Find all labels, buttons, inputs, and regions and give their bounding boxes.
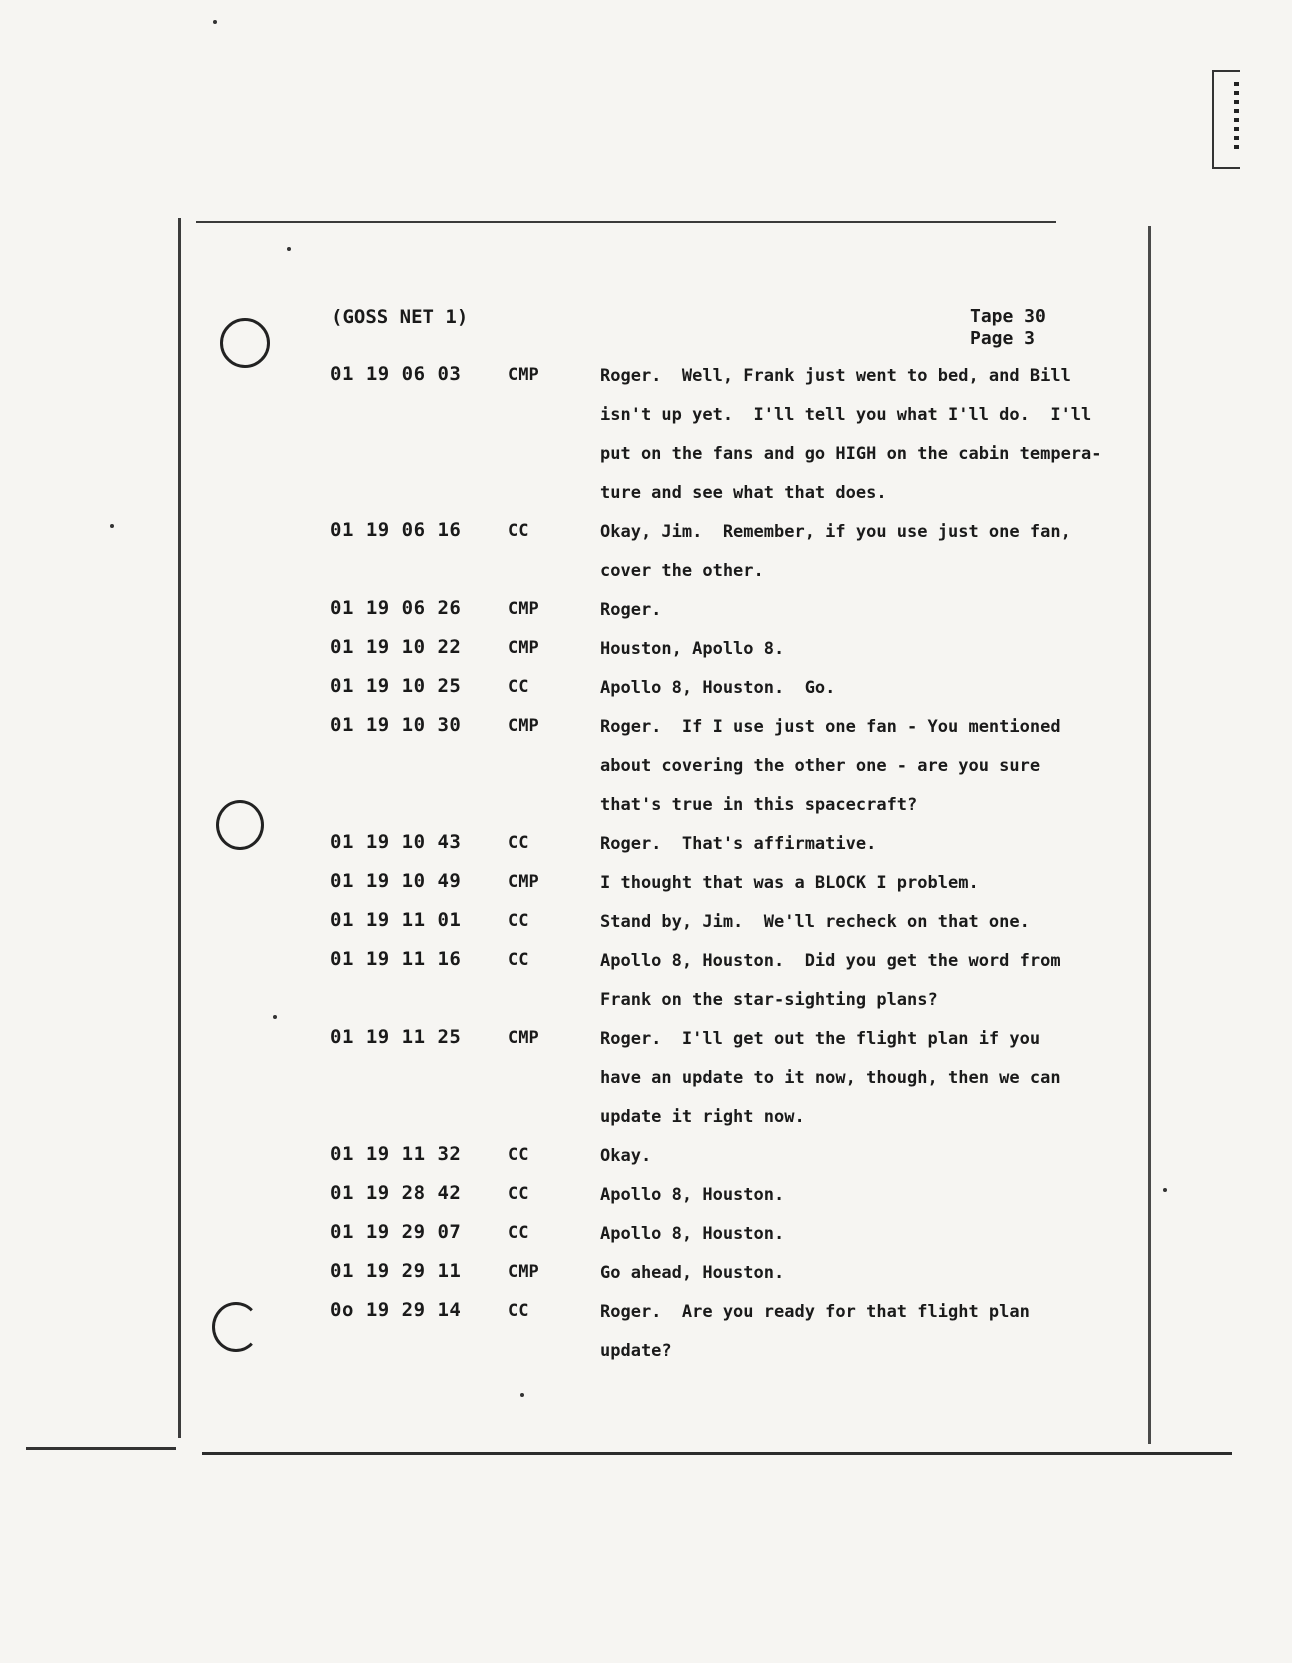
punch-hole-icon xyxy=(216,800,264,850)
binder-perforation-mark xyxy=(1234,82,1239,152)
scan-speck xyxy=(213,20,217,24)
entry-timestamp: 01 19 28 42 xyxy=(330,1182,462,1204)
frame-left-line xyxy=(178,218,181,1438)
entry-text xyxy=(600,1027,1061,1144)
entry-speaker: CMP xyxy=(508,599,539,619)
scan-speck xyxy=(520,1393,524,1397)
entry-text xyxy=(600,832,876,871)
entry-text-line: Houston, Apollo 8. xyxy=(600,639,785,659)
entry-timestamp: 01 19 06 03 xyxy=(330,363,462,385)
entry-speaker: CC xyxy=(508,1223,529,1243)
entry-text-line: put on the fans and go HIGH on the cabin tempera- xyxy=(600,444,1102,464)
entry-text xyxy=(600,598,661,637)
punch-hole-icon xyxy=(212,1302,260,1352)
entry-speaker: CMP xyxy=(508,365,539,385)
entry-text xyxy=(600,364,1102,520)
entry-timestamp: 01 19 06 16 xyxy=(330,519,462,541)
entry-speaker: CMP xyxy=(508,1028,539,1048)
entry-text xyxy=(600,1261,784,1300)
entry-text-line: isn't up yet. I'll tell you what I'll do. I'll xyxy=(600,405,1092,425)
entry-text-line: Apollo 8, Houston. Did you get the word from xyxy=(600,951,1061,971)
entry-timestamp: 01 19 10 49 xyxy=(330,870,462,892)
entry-text xyxy=(600,910,1030,949)
entry-text xyxy=(600,637,784,676)
entry-timestamp: 01 19 29 07 xyxy=(330,1221,462,1243)
entry-timestamp: 01 19 11 01 xyxy=(330,909,462,931)
entry-text-line: I thought that was a BLOCK I problem. xyxy=(600,873,979,893)
entry-speaker: CC xyxy=(508,1301,529,1321)
entry-text xyxy=(600,1144,651,1183)
entry-text-line: Frank on the star-sighting plans? xyxy=(600,990,938,1010)
entry-timestamp: 01 19 10 25 xyxy=(330,675,462,697)
entry-text-line: Roger. Are you ready for that flight plan xyxy=(600,1302,1030,1322)
entry-speaker: CMP xyxy=(508,638,539,658)
entry-text-line: Roger. Well, Frank just went to bed, and Bill xyxy=(600,366,1071,386)
entry-text xyxy=(600,715,1061,832)
entry-text-line: that's true in this spacecraft? xyxy=(600,795,918,815)
entry-speaker: CC xyxy=(508,1145,529,1165)
entry-speaker: CMP xyxy=(508,872,539,892)
entry-text-line: Go ahead, Houston. xyxy=(600,1263,785,1283)
entry-text-line: update it right now. xyxy=(600,1107,805,1127)
entry-timestamp: 01 19 10 30 xyxy=(330,714,462,736)
entry-timestamp: 01 19 11 25 xyxy=(330,1026,462,1048)
entry-text-line: Roger. I'll get out the flight plan if you xyxy=(600,1029,1041,1049)
entry-speaker: CC xyxy=(508,833,529,853)
entry-speaker: CC xyxy=(508,950,529,970)
entry-text-line: Roger. xyxy=(600,600,662,620)
punch-hole-icon xyxy=(220,318,270,368)
scan-speck xyxy=(110,524,114,528)
entry-text xyxy=(600,1222,784,1261)
entry-speaker: CC xyxy=(508,911,529,931)
entry-timestamp: 01 19 29 11 xyxy=(330,1260,462,1282)
entry-text xyxy=(600,676,835,715)
frame-bottom-line xyxy=(202,1452,1232,1455)
entry-text-line: Apollo 8, Houston. xyxy=(600,1224,785,1244)
entry-text-line: cover the other. xyxy=(600,561,764,581)
entry-text xyxy=(600,871,979,910)
entry-timestamp: 01 19 11 32 xyxy=(330,1143,462,1165)
entry-text xyxy=(600,949,1061,1027)
entry-timestamp: 01 19 11 16 xyxy=(330,948,462,970)
entry-text-line: update? xyxy=(600,1341,672,1361)
entry-text-line: Okay, Jim. Remember, if you use just one fan, xyxy=(600,522,1071,542)
entry-timestamp: 01 19 10 43 xyxy=(330,831,462,853)
frame-top-line xyxy=(196,221,1056,223)
tape-number: Tape 30 xyxy=(970,306,1046,327)
frame-bottom-left-line xyxy=(26,1447,176,1450)
entry-speaker: CC xyxy=(508,1184,529,1204)
entry-timestamp: 0o 19 29 14 xyxy=(330,1299,462,1321)
entry-text-line: Stand by, Jim. We'll recheck on that one. xyxy=(600,912,1030,932)
net-label: (GOSS NET 1) xyxy=(331,306,469,328)
page-number: Page 3 xyxy=(970,328,1036,349)
scan-speck xyxy=(287,247,291,251)
entry-speaker: CMP xyxy=(508,716,539,736)
entry-text-line: have an update to it now, though, then we can xyxy=(600,1068,1061,1088)
entry-text-line: Okay. xyxy=(600,1146,652,1166)
entry-text xyxy=(600,520,1071,598)
scan-speck xyxy=(273,1015,277,1019)
entry-text xyxy=(600,1300,1030,1378)
entry-speaker: CMP xyxy=(508,1262,539,1282)
entry-text-line: Roger. If I use just one fan - You mentioned xyxy=(600,717,1061,737)
tape-page-block xyxy=(970,306,1046,350)
entry-speaker: CC xyxy=(508,677,529,697)
entry-timestamp: 01 19 10 22 xyxy=(330,636,462,658)
entry-text-line: Roger. That's affirmative. xyxy=(600,834,877,854)
frame-right-line xyxy=(1148,226,1151,1444)
entry-text-line: Apollo 8, Houston. Go. xyxy=(600,678,836,698)
entry-text xyxy=(600,1183,784,1222)
entry-text-line: Apollo 8, Houston. xyxy=(600,1185,785,1205)
scan-speck xyxy=(1163,1188,1167,1192)
entry-text-line: about covering the other one - are you sure xyxy=(600,756,1041,776)
entry-speaker: CC xyxy=(508,521,529,541)
entry-text-line: ture and see what that does. xyxy=(600,483,887,503)
entry-timestamp: 01 19 06 26 xyxy=(330,597,462,619)
